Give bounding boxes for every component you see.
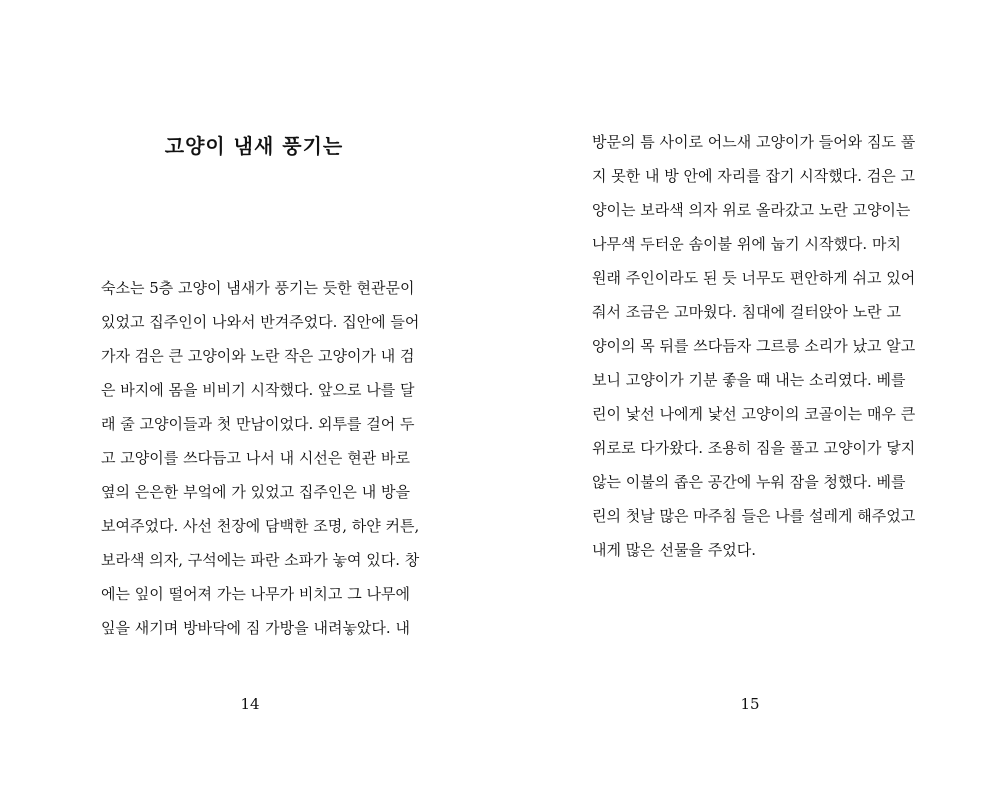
text-line: 원래 주인이라도 된 듯 너무도 편안하게 쉬고 있어 (592, 269, 916, 287)
text-line: 양이는 보라색 의자 위로 올라갔고 노란 고양이는 (592, 201, 911, 219)
chapter-title: 고양이 냄새 풍기는 (164, 134, 344, 158)
text-line: 에는 잎이 떨어져 가는 나무가 비치고 그 나무에 (101, 585, 410, 603)
text-line: 위로로 다가왔다. 조용히 짐을 풀고 고양이가 닿지 (592, 439, 916, 457)
text-line: 은 바지에 몸을 비비기 시작했다. 앞으로 나를 달 (101, 381, 415, 399)
text-line: 린이 낯선 나에게 낯선 고양이의 코골이는 매우 큰 (592, 405, 916, 423)
page-number-right: 15 (740, 695, 760, 713)
text-line: 린의 첫날 많은 마주침 들은 나를 설레게 해주었고 (592, 507, 916, 525)
text-line: 나무색 두터운 솜이불 위에 눕기 시작했다. 마치 (592, 235, 901, 253)
text-line: 래 줄 고양이들과 첫 만남이었다. 외투를 걸어 두 (101, 415, 415, 433)
text-line: 옆의 은은한 부엌에 가 있었고 집주인은 내 방을 (101, 483, 410, 501)
left-body-text (101, 271, 420, 645)
right-page (500, 0, 1000, 785)
text-line: 줘서 조금은 고마웠다. 침대에 걸터앉아 노란 고 (592, 303, 901, 321)
text-line: 있었고 집주인이 나와서 반겨주었다. 집안에 들어 (101, 313, 420, 331)
text-line: 가자 검은 큰 고양이와 노란 작은 고양이가 내 검 (101, 347, 415, 365)
text-line: 내게 많은 선물을 주었다. (592, 541, 756, 559)
page-number-left: 14 (240, 695, 260, 713)
text-line: 보니 고양이가 기분 좋을 때 내는 소리였다. 베를 (592, 371, 906, 389)
text-line: 보라색 의자, 구석에는 파란 소파가 놓여 있다. 창 (101, 551, 420, 569)
text-line: 잎을 새기며 방바닥에 짐 가방을 내려놓았다. 내 (101, 619, 410, 637)
text-line: 고 고양이를 쓰다듬고 나서 내 시선은 현관 바로 (101, 449, 410, 467)
text-line: 숙소는 5층 고양이 냄새가 풍기는 듯한 현관문이 (101, 279, 415, 297)
text-line: 방문의 틈 사이로 어느새 고양이가 들어와 짐도 풀 (592, 133, 916, 151)
text-line: 양이의 목 뒤를 쓰다듬자 그르릉 소리가 났고 알고 (592, 337, 916, 355)
text-line: 보여주었다. 사선 천장에 담백한 조명, 하얀 커튼, (101, 517, 420, 535)
text-line: 않는 이불의 좁은 공간에 누워 잠을 청했다. 베를 (592, 473, 906, 491)
right-body-text (592, 125, 916, 567)
text-line: 지 못한 내 방 안에 자리를 잡기 시작했다. 검은 고 (592, 167, 915, 185)
